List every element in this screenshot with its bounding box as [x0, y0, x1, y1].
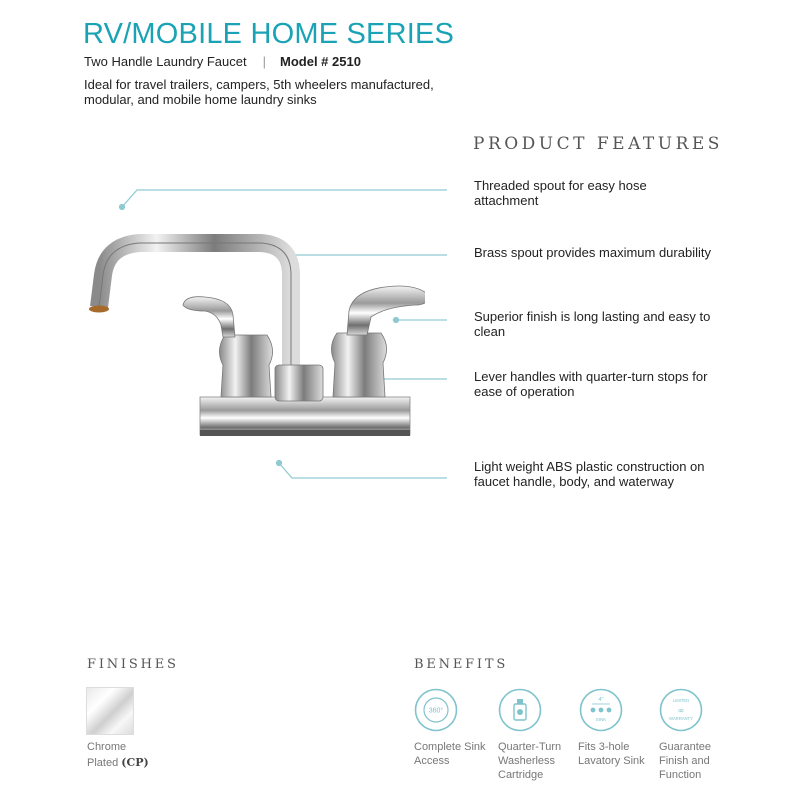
finishes-heading: FINISHES: [87, 657, 179, 672]
benefit-label-3: Fits 3-hole Lavatory Sink: [578, 741, 645, 767]
page-title: RV/MOBILE HOME SERIES: [83, 18, 455, 50]
benefit-label-4: Guarantee Finish and Function: [659, 741, 711, 781]
svg-text:LIMITED: LIMITED: [672, 698, 690, 703]
leader-dot-1: [120, 205, 125, 210]
finish-code: (CP): [121, 756, 149, 769]
benefit-warranty: [659, 688, 703, 737]
feature-4: Lever handles with quarter-turn stops for ease of operation: [474, 369, 708, 399]
benefits-heading: BENEFITS: [414, 657, 509, 672]
svg-text:WARRANTY: WARRANTY: [669, 716, 693, 721]
product-subtitle: Two Handle Laundry Faucet: [84, 54, 247, 69]
cartridge-icon: [498, 688, 542, 732]
model-number: Model # 2510: [280, 54, 361, 69]
limited-warranty-icon: [659, 688, 703, 732]
svg-text:∞: ∞: [677, 706, 685, 715]
faucet-image: [85, 225, 425, 445]
leader-line-1: [122, 190, 447, 207]
finish-name: Chrome: [87, 741, 127, 753]
svg-text:360°: 360°: [428, 707, 444, 715]
benefit-label-1: Complete Sink Access: [414, 741, 486, 767]
leader-line-5: [279, 463, 447, 478]
feature-3: Superior finish is long lasting and easy to clean: [474, 309, 711, 339]
feature-2: Brass spout provides maximum durability: [474, 245, 711, 260]
three-hole-sink-icon: [579, 688, 623, 732]
product-description: Ideal for travel trailers, campers, 5th wheelers manufactured, modular, and mobile home laundry sinks: [84, 77, 434, 107]
feature-5: Light weight ABS plastic construction on faucet handle, body, and waterway: [474, 459, 705, 489]
benefit-label-2: Quarter-Turn Washerless Cartridge: [498, 741, 562, 781]
benefit-cartridge: [498, 688, 542, 737]
benefit-complete-sink-access: [414, 688, 458, 737]
product-features-heading: PRODUCT FEATURES: [473, 134, 723, 154]
separator: |: [262, 54, 266, 69]
svg-text:4": 4": [598, 697, 604, 703]
finish-type: Plated (CP): [87, 756, 149, 769]
leader-dot-5: [277, 461, 282, 466]
finish-label: [87, 740, 177, 771]
360-icon: [414, 688, 458, 732]
chrome-swatch: [86, 687, 134, 735]
svg-text:SINK: SINK: [595, 717, 607, 722]
feature-1: Threaded spout for easy hose attachment: [474, 178, 647, 208]
benefit-three-hole: [579, 688, 623, 737]
